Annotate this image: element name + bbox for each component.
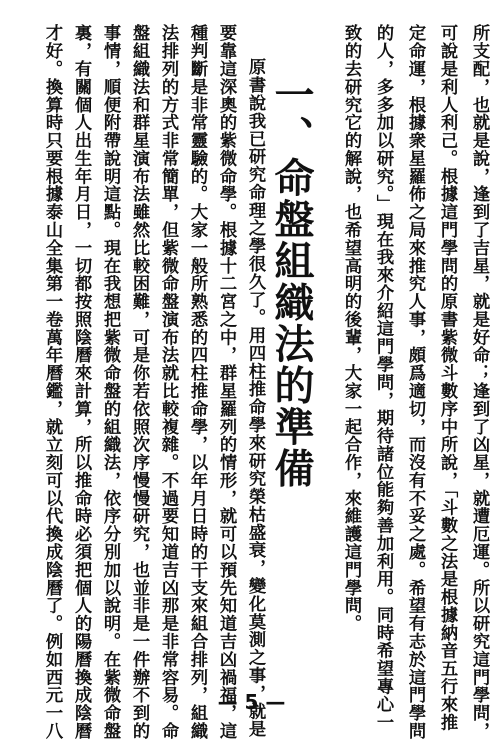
intro-column-5: 致的去研究它的解說，也希望高明的後輩，大家一起合作，來維護這門學問。 bbox=[341, 24, 361, 633]
body-column-4: 法排列的方式非常簡單，但紫微命盤演布法就比較複雜。不過要知道吉凶那是非常容易。命 bbox=[158, 24, 178, 740]
intro-column-1: 所支配，也就是說，逢到了吉星，就是好命；逢到了凶星，就遭厄運。所以研究這門學問， bbox=[469, 24, 489, 740]
body-column-2: 要靠這深奧的紫微命學。根據十二宮之中，群星羅列的情形，就可以預先知道吉凶禍福，這 bbox=[216, 24, 236, 740]
body-column-1: 原書說我已研究命理之學很久了。用四柱推命學來研究榮枯盛衰，變化莫測之事，就是 bbox=[245, 58, 265, 738]
body-column-6: 事情，順便附帶說明這點。現在我想把紫微命盤的組織法，依序分別加以說明。在紫微命盤 bbox=[100, 24, 120, 740]
body-column-5: 盤組織法和群星演布法雖然比較困難，可是你若依照次序慢慢研究，也並非是一件辦不到的 bbox=[129, 24, 149, 740]
intro-column-3: 定命運，根據衆星羅佈之局來推究人事，頗爲適切，而沒有不妥之處。希望有志於這門學問 bbox=[405, 24, 425, 740]
section-heading: 一、命盤組織法的準備 bbox=[268, 74, 314, 489]
page-number: — 5 — bbox=[217, 690, 286, 714]
body-column-7: 裏，有關個人出生年月日，一切都按照陰曆來計算，所以推命時必須把個人的陽曆換成陰曆 bbox=[71, 24, 91, 740]
body-column-8: 才好。換算時只要根據泰山全集第一卷萬年曆鑑，就立刻可以代換成陰曆了。例如西元一八 bbox=[42, 24, 62, 740]
intro-column-2: 可說是利人利己。根據這門學問的原書紫微斗數序中所說，「斗數之法是根據納音五行來推 bbox=[437, 24, 457, 731]
intro-column-4: 的人，多多加以研究。」現在我來介紹這門學問，期待諸位能夠善加利用。同時希望專心一 bbox=[373, 24, 393, 731]
body-column-3: 種判斷是非常靈驗的。大家一般所熟悉的四柱推命學，以年月日時的干支來組合排列，組織 bbox=[187, 24, 207, 740]
